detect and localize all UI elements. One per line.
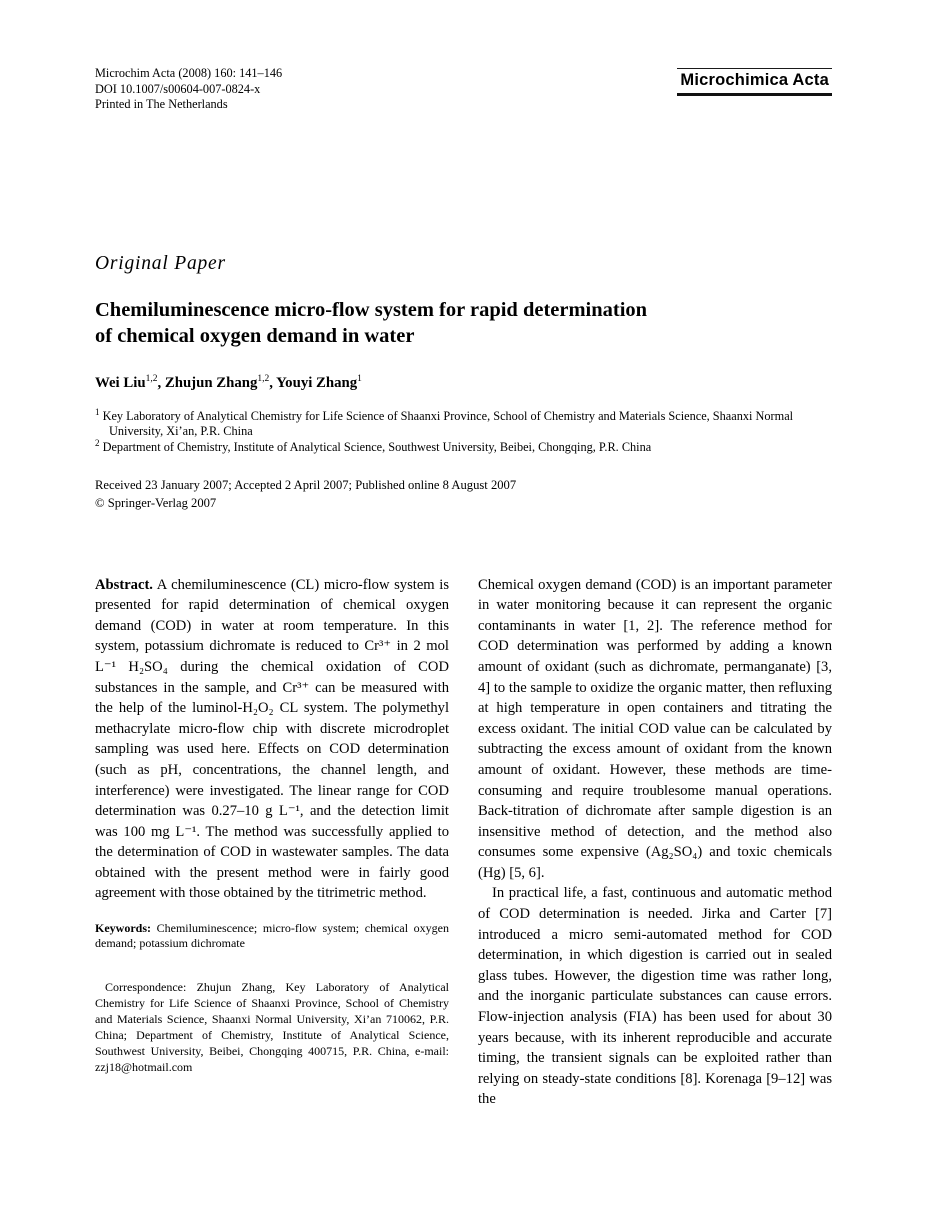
printed-in-line: Printed in The Netherlands bbox=[95, 97, 228, 112]
page-content bbox=[95, 0, 832, 1110]
copyright-line: © Springer-Verlag 2007 bbox=[95, 495, 217, 510]
author-affiliation-sup: 1,2 bbox=[145, 373, 158, 384]
author-separator: , bbox=[269, 374, 277, 391]
keywords-text: Chemiluminescence; micro-flow system; chemical oxygen demand; potassium dichromate bbox=[95, 921, 449, 951]
affiliations bbox=[95, 406, 832, 456]
abstract-label: Abstract. bbox=[95, 576, 153, 593]
affiliation-marker: 2 bbox=[95, 437, 100, 448]
body-columns bbox=[95, 575, 832, 1110]
affiliation-marker: 1 bbox=[95, 406, 100, 417]
keywords bbox=[95, 921, 449, 952]
author-name: Zhujun Zhang bbox=[164, 374, 258, 391]
correspondence-note: Correspondence: Zhujun Zhang, Key Laboratory of Analytical Chemistry for Life Science of Shaanxi Province, School of Chemistry and Materials Science, Shaanxi Normal University, Xi’an 710062, P.R. China; Department of Chemistry, Institute of Analytical Science, Southwest University, Beibei, Chongqing 400715, P.R. China, e-mail: zzj18@hotmail.com bbox=[95, 979, 449, 1074]
author-line bbox=[95, 375, 832, 392]
affiliation bbox=[95, 406, 832, 440]
affiliation-text: Key Laboratory of Analytical Chemistry for Life Science of Shaanxi Province, School of Chemistry and Materials Science, Shaanxi Normal University, Xi’an, P.R. China bbox=[102, 408, 794, 439]
author-affiliation-sup: 1,2 bbox=[257, 373, 270, 384]
left-column bbox=[95, 575, 449, 1110]
article-history: Received 23 January 2007; Accepted 2 April 2007; Published online 8 August 2007 bbox=[95, 477, 517, 492]
affiliation-text: Department of Chemistry, Institute of Analytical Science, Southwest University, Beibei, Chongqing, P.R. China bbox=[102, 439, 652, 454]
body-paragraph: Chemical oxygen demand (COD) is an important parameter in water monitoring because it can represent the organic contaminants in water [1, 2]. The reference method for COD determination was performed by adding a known amount of oxidant (such as dichromate, permanganate) [3, 4] to the sample to oxidize the organic matter, then refluxing at high temperature in open containers and titrating the excess oxidant. The initial COD value can be calculated by subtracting the excess amount of oxidant from the known amount of oxidant. However, these methods are time-consuming and require troublesome manual operations. Back-titration of dichromate after sample digestion is an insensitive method of detection, and the method also consumes some expensive (Ag₂SO₄) and toxic chemicals (Hg) [5, 6]. bbox=[478, 576, 832, 881]
abstract-text: A chemiluminescence (CL) micro-flow system is presented for rapid determination of chemical oxygen demand (COD) in water at room temperature. In this system, potassium dichromate is reduced to Cr³⁺ in 2 mol L⁻¹ H₂SO₄ during the chemical oxidation of COD substances in the sample, and Cr³⁺ can be measured with the help of the luminol-H₂O₂ CL system. The polymethyl methacrylate micro-flow chip with discrete microdroplet sampling was used here. Effects on COD determination (such as pH, concentrations, the channel length, and interference) were investigated. The linear range for COD determination was 0.27–10 g L⁻¹, and the detection limit was 100 mg L⁻¹. The method was successfully applied to the determination of COD in wastewater samples. The data obtained with the present method were in fairly good agreement with those obtained by the titrimetric method. bbox=[95, 576, 449, 902]
citation-line: Microchim Acta (2008) 160: 141–146 bbox=[95, 66, 283, 80]
author-affiliation-sup: 1 bbox=[357, 373, 362, 384]
keywords-label: Keywords: bbox=[95, 921, 151, 936]
article-title-line: Chemiluminescence micro-flow system for rapid determination bbox=[95, 298, 648, 321]
article-title bbox=[95, 297, 832, 349]
author bbox=[165, 375, 276, 391]
article-title-line: of chemical oxygen demand in water bbox=[95, 324, 415, 347]
author-name: Wei Liu bbox=[95, 374, 146, 391]
body-paragraph: In practical life, a fast, continuous and automatic method of COD determination is needed. Jirka and Carter [7] introduced a micro semi-automated method for COD determination, in which digestion is carried out in sealed glass tubes. However, the digestion time was rather long, and the inorganic particulate substances can cause errors. Flow-injection analysis (FIA) has been used for about 30 years because, with its inherent reproducible and accurate timing, the transient signals can be exploited rather than relying on steady-state conditions [8]. Korenaga [9–12] was the bbox=[478, 885, 832, 1108]
author bbox=[95, 375, 165, 391]
author bbox=[276, 375, 362, 391]
right-column bbox=[478, 575, 832, 1110]
author-separator: , bbox=[157, 374, 165, 391]
affiliation bbox=[95, 437, 832, 456]
doi-line: DOI 10.1007/s00604-007-0824-x bbox=[95, 81, 261, 96]
journal-logo: Microchimica Acta bbox=[677, 68, 832, 96]
abstract bbox=[95, 575, 449, 905]
section-label: Original Paper bbox=[95, 252, 226, 274]
citation-block bbox=[95, 66, 282, 113]
author-name: Youyi Zhang bbox=[276, 374, 358, 391]
page-header bbox=[95, 66, 832, 113]
